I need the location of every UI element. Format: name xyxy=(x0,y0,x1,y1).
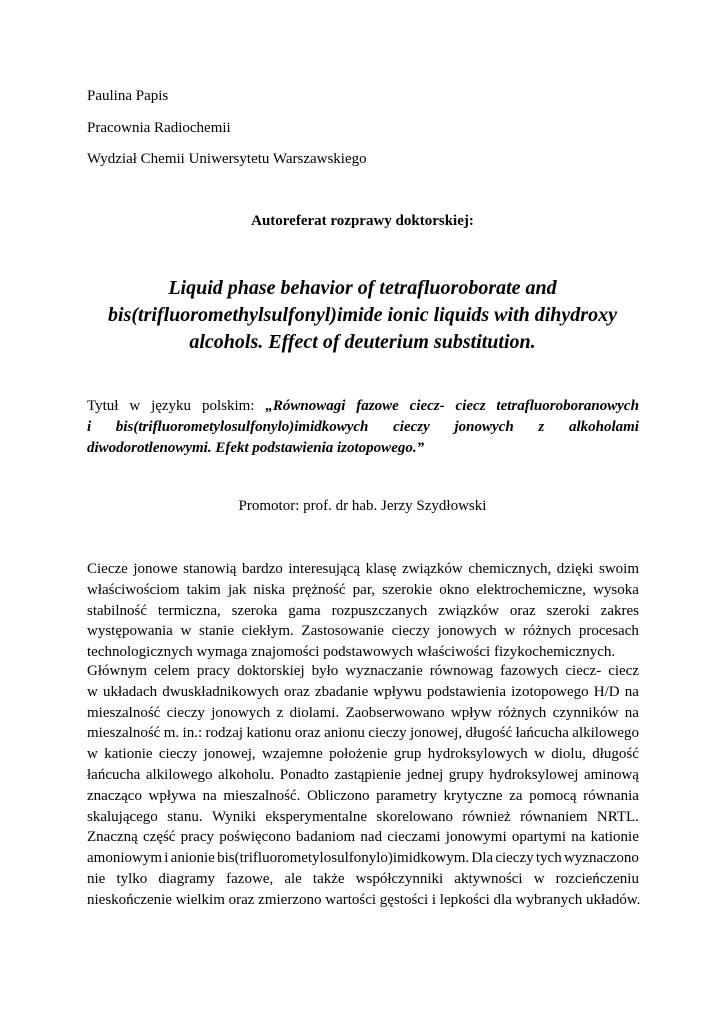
word: rozpuszczanych xyxy=(331,602,428,619)
word: fazowe xyxy=(356,398,399,414)
word: mieszalność xyxy=(87,725,161,742)
word: kationu xyxy=(246,725,292,742)
word: anionie xyxy=(170,850,215,867)
word: prężność xyxy=(292,581,346,598)
paragraph-line xyxy=(87,807,639,828)
word: hydroksylowej xyxy=(489,766,579,783)
word: klasę xyxy=(365,561,397,577)
word: cieczami xyxy=(387,829,441,846)
paragraph-line xyxy=(87,580,639,601)
word: tetrafluoroboranowych xyxy=(496,398,639,414)
word: bis(trifluorometylosulfonylo)imidkowych xyxy=(115,419,369,435)
word: hydroksylowych xyxy=(427,746,528,763)
word: występowania xyxy=(87,623,173,640)
word: dzięki xyxy=(556,561,594,577)
word: w xyxy=(534,746,545,763)
word: diolu, xyxy=(551,746,586,763)
word: anionu xyxy=(324,725,365,742)
word: i xyxy=(164,850,169,867)
word: na xyxy=(202,787,217,804)
word: cieczy xyxy=(393,419,430,435)
word: w xyxy=(87,683,98,700)
word: NRTL. xyxy=(596,808,639,825)
word: w xyxy=(504,623,516,640)
faculty-name: Wydział Chemii Uniwersytetu Warszawskiego xyxy=(87,151,367,167)
word: tych xyxy=(535,850,562,867)
word: jak xyxy=(227,581,247,598)
word: ciecz- xyxy=(409,398,445,414)
polish-title-line xyxy=(87,396,639,417)
english-title-line: Liquid phase behavior of tetrafluoroborate and xyxy=(168,277,557,299)
word: równaniem xyxy=(520,808,588,825)
word: wpływu xyxy=(373,683,422,700)
word: czynników xyxy=(552,704,619,721)
word: na xyxy=(624,683,639,700)
word: skorelowano xyxy=(376,808,454,825)
word: wpływ xyxy=(450,704,492,721)
word: elektrochemiczne, xyxy=(476,581,586,598)
word: w xyxy=(87,746,98,763)
word: alkoholu. xyxy=(218,766,275,783)
word: parametry xyxy=(376,787,437,804)
word: diagramy xyxy=(158,870,216,887)
word: cieczy xyxy=(495,850,534,867)
word: aktywności xyxy=(454,870,523,887)
word: m. xyxy=(163,725,180,742)
word: polskim: xyxy=(201,398,255,414)
paragraph-line xyxy=(87,765,639,786)
word: jonowych xyxy=(437,623,497,640)
word: i xyxy=(87,419,92,435)
word: wyznaczono xyxy=(563,850,639,867)
word: stabilność xyxy=(87,602,147,619)
word: z xyxy=(276,704,284,721)
word: jonowych xyxy=(211,704,271,721)
paragraph-line xyxy=(87,661,639,682)
word: na xyxy=(571,829,586,846)
word: wpływa xyxy=(148,787,197,804)
word: bis(trifluorometylosulfonylo)imidkowym. xyxy=(217,850,470,867)
paragraph-line xyxy=(87,703,639,724)
word: eksperymentalne xyxy=(265,808,368,825)
word: cieczy xyxy=(368,725,407,742)
word: również xyxy=(462,808,511,825)
paragraph-line xyxy=(87,723,639,744)
word: różnych xyxy=(498,704,547,721)
polish-title-block xyxy=(87,396,639,459)
word: stanowią xyxy=(183,561,237,577)
word: Głównym xyxy=(87,663,147,679)
word: ciekłym. xyxy=(241,623,294,640)
english-title xyxy=(87,275,638,356)
word: kationie xyxy=(104,746,153,763)
word: aminową xyxy=(583,766,639,783)
word: mieszalność xyxy=(87,704,161,721)
word: Wyniki xyxy=(211,808,257,825)
word: długość xyxy=(592,746,639,763)
word: ciecz- xyxy=(565,663,602,679)
word: bardzo xyxy=(242,561,283,577)
word: jonowej, xyxy=(203,746,256,763)
word: badaniom xyxy=(296,829,356,846)
word: szeroki xyxy=(546,602,590,619)
paragraph-introduction xyxy=(87,559,639,663)
word: współczynniki xyxy=(355,870,444,887)
word: fazowe, xyxy=(226,870,274,887)
word: jonowych xyxy=(454,419,514,435)
word: związków xyxy=(401,561,463,577)
word: długość xyxy=(465,725,513,742)
word: H/D xyxy=(593,683,620,700)
word: diolami. xyxy=(289,704,340,721)
word: jonowej, xyxy=(410,725,463,742)
word: fazowych xyxy=(500,663,559,679)
word: łańcucha xyxy=(87,766,141,783)
word: dwuskładnikowych xyxy=(162,683,279,700)
word: mieszalność. xyxy=(223,787,301,804)
word: alkoholami xyxy=(568,419,639,435)
word: szeroka xyxy=(231,602,278,619)
word: układach xyxy=(102,683,158,700)
document-type-heading: Autoreferat rozprawy doktorskiej: xyxy=(251,213,474,229)
word: cieczy xyxy=(166,704,205,721)
word: krytyczne xyxy=(443,787,503,804)
word: zbadanie xyxy=(314,683,369,700)
word: stanu. xyxy=(167,808,203,825)
word: wyznaczanie xyxy=(345,663,423,679)
paragraph-line xyxy=(87,682,639,703)
word: Tytuł xyxy=(87,398,119,414)
word: wzajemne xyxy=(262,746,323,763)
word: opartymi xyxy=(511,829,566,846)
word: oraz xyxy=(509,602,536,619)
word: jonowe xyxy=(133,561,178,577)
word: oraz xyxy=(294,725,321,742)
word: izotopowego xyxy=(511,683,589,700)
word: Zastosowanie xyxy=(301,623,384,640)
word: „Równowagi xyxy=(265,398,346,414)
word: część xyxy=(143,829,176,846)
polish-title-line xyxy=(87,417,639,438)
word: procesach xyxy=(578,623,639,640)
paragraph-line: nieskończenie wielkim oraz zmierzono wartości gęstości i lepkości dla wybranych układów. xyxy=(87,891,641,908)
word: podstawienia xyxy=(426,683,507,700)
word: równowag xyxy=(429,663,494,679)
paragraph-line xyxy=(87,744,639,765)
word: ciecz xyxy=(608,663,639,679)
word: par, xyxy=(352,581,375,598)
word: wysoka xyxy=(593,581,639,598)
word: na xyxy=(624,704,639,721)
word: było xyxy=(311,663,339,679)
word: oraz xyxy=(284,683,310,700)
word: różnych xyxy=(522,623,572,640)
word: zastąpienie xyxy=(334,766,402,783)
lab-name: Pracownia Radiochemii xyxy=(87,120,231,136)
word: Ponadto xyxy=(279,766,329,783)
word: chemicznych, xyxy=(468,561,552,577)
word: doktorskiej xyxy=(237,663,305,679)
word: Zaobserwowano xyxy=(345,704,445,721)
word: amoniowym xyxy=(87,850,162,867)
word: ciecz xyxy=(455,398,486,414)
word: równania xyxy=(583,787,639,804)
paragraph-line xyxy=(87,827,639,848)
word: grup xyxy=(393,746,422,763)
supervisor-line: Promotor: prof. dr hab. Jerzy Szydłowski xyxy=(238,498,487,514)
word: nad xyxy=(360,829,383,846)
word: tylko xyxy=(116,870,148,887)
word: poświęcono xyxy=(219,829,291,846)
word: związków xyxy=(438,602,499,619)
word: interesującą xyxy=(288,561,360,577)
word: położenie xyxy=(329,746,388,763)
paragraph-line xyxy=(87,848,639,869)
word: rodzaj xyxy=(205,725,244,742)
word: języku xyxy=(151,398,192,414)
paragraph-aims xyxy=(87,661,639,911)
polish-title-line: diwodorotlenowymi. Efekt podstawienia izotopowego.” xyxy=(87,440,425,456)
word: skalującego xyxy=(87,808,158,825)
word: cieczy xyxy=(391,623,430,640)
word: zakres xyxy=(600,602,639,619)
word: Znaczną xyxy=(87,829,138,846)
word: właściwościom xyxy=(87,581,180,598)
word: cieczy xyxy=(158,746,198,763)
word: takim xyxy=(186,581,221,598)
english-title-line: bis(trifluoromethylsulfonyl)imide ionic liquids with dihydroxy xyxy=(108,304,617,326)
word: pomocą xyxy=(529,787,577,804)
paragraph-line xyxy=(87,621,639,642)
word: celem xyxy=(154,663,190,679)
word: Ciecze xyxy=(87,561,128,577)
word: niska xyxy=(253,581,286,598)
word: kationie xyxy=(590,829,639,846)
paragraph-line xyxy=(87,559,639,580)
word: także xyxy=(312,870,345,887)
paragraph-line xyxy=(87,869,639,890)
word: Obliczono xyxy=(307,787,370,804)
word: Dla xyxy=(471,850,494,867)
word: w xyxy=(533,870,545,887)
word: stanie xyxy=(199,623,234,640)
word: jednej xyxy=(406,766,444,783)
word: alkilowego xyxy=(145,766,213,783)
word: znacząco xyxy=(87,787,142,804)
word: okno xyxy=(439,581,470,598)
word: za xyxy=(509,787,523,804)
word: jonowymi xyxy=(445,829,507,846)
word: gama xyxy=(288,602,321,619)
paragraph-line xyxy=(87,786,639,807)
word: w xyxy=(129,398,141,414)
word: ale xyxy=(284,870,302,887)
word: w xyxy=(180,623,192,640)
word: in.: xyxy=(182,725,203,742)
paragraph-line xyxy=(87,601,639,622)
paragraph-line: technologicznych wymaga znajomości podstawowych właściwości fizykochemicznych. xyxy=(87,644,616,661)
word: alkilowego xyxy=(572,725,639,742)
word: z xyxy=(538,419,545,435)
word: pracy xyxy=(180,829,214,846)
word: rozcieńczeniu xyxy=(555,870,639,887)
word: nie xyxy=(87,870,106,887)
word: grupy xyxy=(448,766,484,783)
author-name: Paulina Papis xyxy=(87,88,169,104)
word: swoim xyxy=(598,561,639,577)
word: termiczna, xyxy=(157,602,221,619)
word: łańcucha xyxy=(515,725,569,742)
word: szerokie xyxy=(382,581,433,598)
word: pracy xyxy=(196,663,231,679)
english-title-line: alcohols. Effect of deuterium substitution. xyxy=(189,331,536,353)
